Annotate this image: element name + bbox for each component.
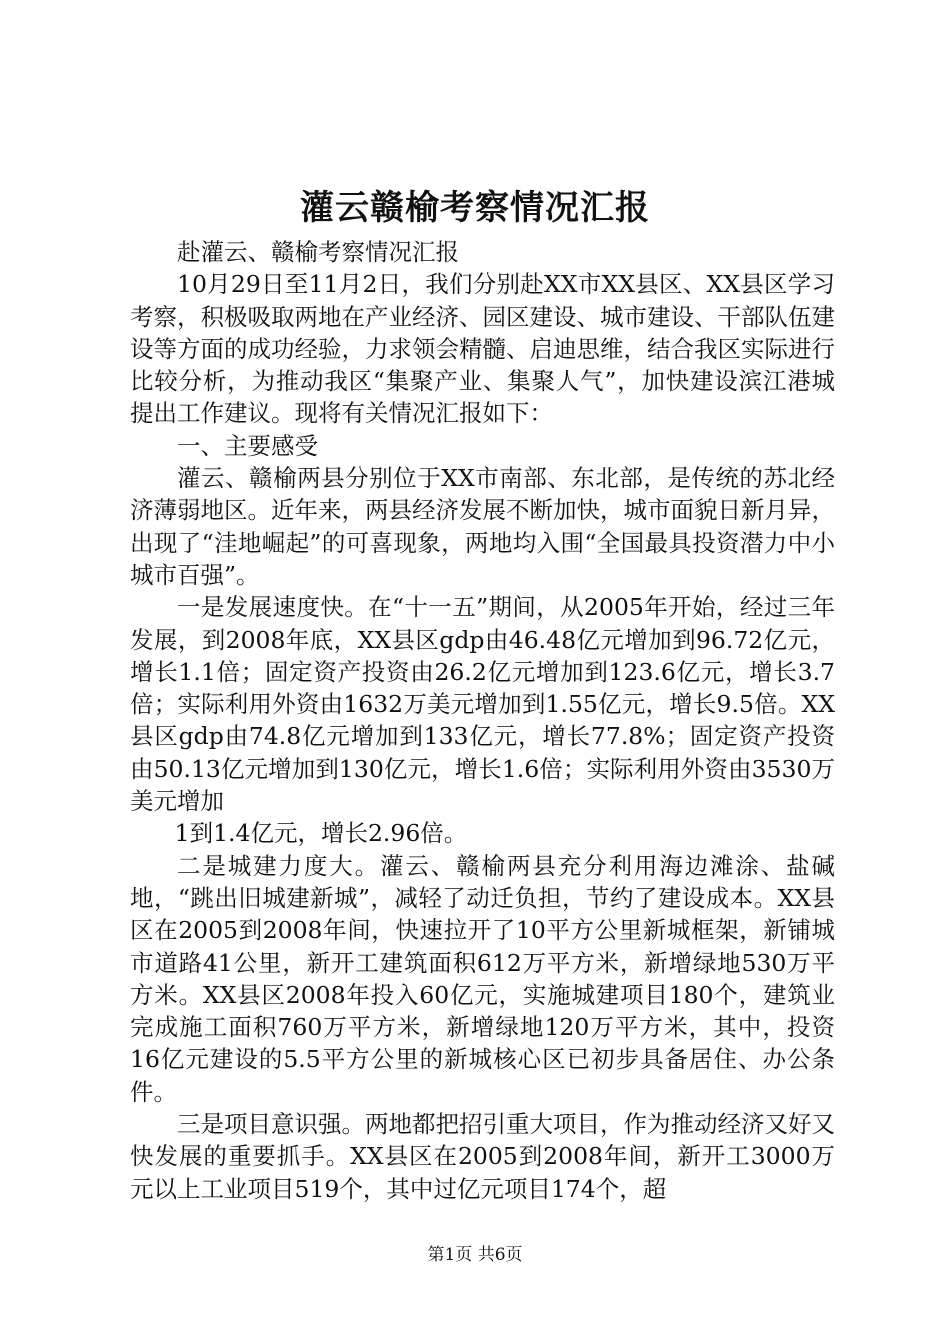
section-heading: 一、主要感受	[177, 431, 318, 460]
paragraph-overview: 灌云、赣榆两县分别位于XX市南部、东北部，是传统的苏北经济薄弱地区。近年来，两县经济发展不断加快，城市面貌日新月异，出现了“洼地崛起”的可喜现象，两地均入围“全国最具投资潜力中小城市百强”。	[130, 464, 835, 589]
document-body	[130, 236, 835, 1205]
paragraph-projects: 三是项目意识强。两地都把招引重大项目，作为推动经济又好又快发展的重要抓手。XX县区在2005到2008年间，新开工3000万元以上工业项目519个，其中过亿元项目174个，超	[130, 1110, 835, 1203]
paragraph-subtitle: 赴灌云、赣榆考察情况汇报	[177, 238, 459, 266]
paragraph-growth-continued: 1到1.4亿元，增长2.96倍。	[174, 819, 468, 848]
paragraph-intro: 10月29日至11月2日，我们分别赴XX市XX县区、XX县区学习考察，积极吸取两地在产业经济、园区建设、城市建设、干部队伍建设等方面的成功经验，力求领会精髓、启迪思维，结合我区实际进行比较分析，为推动我区“集聚产业、集聚人气”，加快建设滨江港城提出工作建议。现将有关情况汇报如下：	[130, 270, 835, 428]
paragraph-construction: 二是城建力度大。灌云、赣榆两县充分利用海边滩涂、盐碱地，“跳出旧城建新城”，减轻了动迁负担，节约了建设成本。XX县区在2005到2008年间，快速拉开了10平方公里新城框架，新铺城市道路41公里，新开工建筑面积612万平方米，新增绿地530万平方米。XX县区2008年投入60亿元，实施城建项目180个，建筑业完成施工面积760万平方米，新增绿地120万平方米，其中，投资16亿元建设的5.5平方公里的新城核心区已初步具备居住、办公条件。	[130, 851, 835, 1106]
paragraph-growth: 一是发展速度快。在“十一五”期间，从2005年开始，经过三年发展，到2008年底，XX县区gdp由46.48亿元增加到96.72亿元，增长1.1倍；固定资产投资由26.2亿元增加到123.6亿元，增长3.7倍；实际利用外资由1632万美元增加到1.55亿元，增长9.5倍。XX县区gdp由74.8亿元增加到133亿元，增长77.8%；固定资产投资由50.13亿元增加到130亿元，增长1.6倍；实际利用外资由3530万美元增加	[130, 593, 835, 816]
page-number-footer: 第1页 共6页	[427, 1245, 523, 1265]
document-title: 灌云赣榆考察情况汇报	[300, 188, 650, 228]
